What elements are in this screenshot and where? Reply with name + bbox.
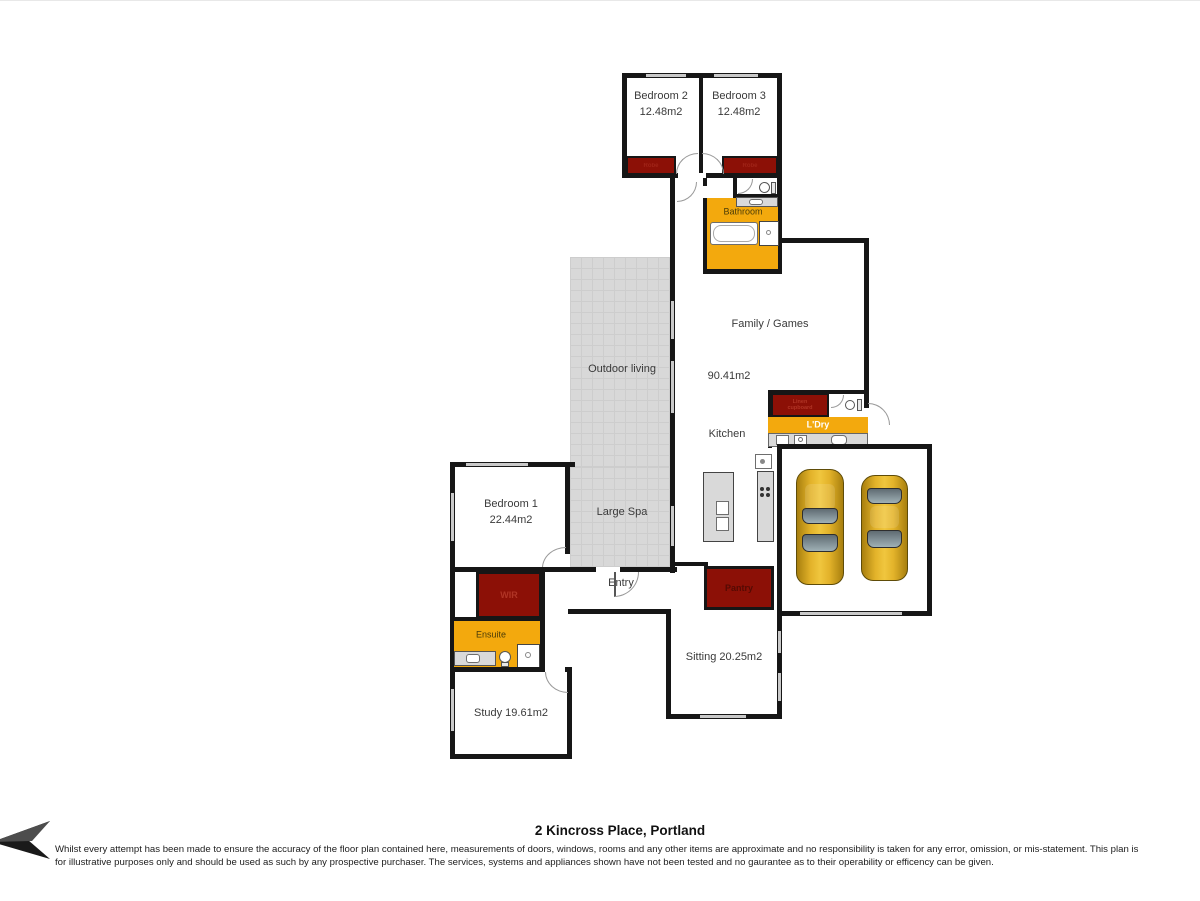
wall-segment [864,238,869,393]
room-label-bedroom3: Bedroom 3 12.48m2 [712,90,766,118]
vanity-sink-icon [466,654,480,663]
room-label-outdoor-living: Outdoor living [588,363,656,376]
room-label-laundry: L'Dry [806,419,830,430]
wall-segment [927,444,932,616]
toilet-icon [845,400,855,410]
washer-drum-icon [798,437,803,442]
door-arc [702,153,724,174]
door-arc [542,547,566,568]
window-segment [671,301,674,339]
wall-segment [703,198,707,273]
robe-bedroom2 [626,156,676,175]
door-arc [676,153,698,174]
window-segment [700,715,746,718]
area-label-bedroom1: 22.44m2 [489,514,533,526]
wall-segment [703,269,782,274]
kitchen-counter [757,471,774,542]
car-window [867,530,902,548]
disclaimer-text: Whilst every attempt has been made to ensure the accuracy of the floor plan contained here, measurements of doors, windows, rooms and any other items are approximate and no responsibility is taken for any error, omission, or mis-statement. This plan is for illustrative purposes only and should be used as such by any prospective purchaser. The services, systems and appliances shown have not been tested and no gaurantee as to their operability or efficency can be given. [55,844,1139,868]
car-roof [805,484,835,510]
room-label-pantry: Pantry [724,583,753,593]
toilet-icon [759,182,770,193]
kitchen-island-sink-icon [716,501,729,515]
car-windshield [867,488,902,504]
room-label-ensuite: Ensuite [475,629,507,640]
room-label-bedroom1: Bedroom 1 22.44m2 [484,498,538,526]
robe-label: Robe [742,162,758,169]
window-segment [466,463,528,466]
appliance-dial-icon [760,459,765,464]
door-arc [738,179,753,194]
robe-bedroom3 [722,156,778,175]
plan-title: 2 Kincross Place, Portland [534,823,706,838]
car-roof [870,506,899,528]
window-segment [646,74,686,77]
window-segment [714,74,758,77]
wall-segment [450,667,545,672]
door-arc [868,403,890,425]
wall-segment [565,462,570,554]
room-label-sitting: Sitting 20.25m2 [685,651,763,664]
window-segment [778,673,781,701]
wall-segment [568,609,671,614]
kitchen-island-sink-icon [716,517,729,531]
garage-door-segment [800,612,902,615]
wall-segment [672,562,708,566]
door-arc [677,182,697,202]
area-label-family-games: 90.41m2 [707,370,751,383]
door-arc [831,395,844,408]
wall-segment [780,238,868,243]
window-segment [451,493,454,541]
cooktop-burner-icon [766,487,770,491]
pantry [704,566,774,610]
door-arc [545,672,568,693]
room-label-study: Study 19.61m2 [474,707,548,720]
sliding-door-segment [671,361,674,413]
walk-in-robe [476,571,542,619]
room-label-kitchen: Kitchen [708,428,746,441]
toilet-icon [857,399,862,411]
wall-segment [620,567,677,572]
room-label-bathroom: Bathroom [723,206,763,217]
car-icon [796,469,844,585]
window-segment [671,506,674,546]
linen-cupboard [771,393,829,417]
shower-drain-icon [525,652,531,658]
wall-segment [666,611,671,719]
linen-label-line2: cupboard [787,405,813,411]
cooktop-burner-icon [766,493,770,497]
vanity-sink-icon [749,199,763,205]
wall-segment [450,754,572,759]
area-label-bedroom2: 12.48m2 [639,106,683,118]
room-label-bedroom2: Bedroom 2 12.48m2 [634,90,688,118]
window-segment [778,631,781,653]
car-window [802,508,838,524]
wall-segment [778,444,932,449]
window-segment [451,689,454,731]
toilet-icon [771,182,776,194]
room-label-large-spa: Large Spa [596,506,648,519]
area-label-bedroom3: 12.48m2 [717,106,761,118]
room-label-entry: Entry [608,577,634,590]
cooktop-burner-icon [760,487,764,491]
entry-door-arc [614,572,639,597]
north-arrow-icon [0,815,54,865]
car-icon [861,475,908,581]
linen-label-line1: Linen [792,398,808,405]
bathtub-inner [713,225,755,242]
room-label-family-games: Family / Games [731,318,809,331]
robe-label: Robe [643,162,659,169]
room-label-wir: WIR [500,590,518,600]
car-windshield [802,534,838,552]
shower-drain-icon [766,230,771,235]
wall-segment [703,178,707,186]
cooktop-burner-icon [760,493,764,497]
